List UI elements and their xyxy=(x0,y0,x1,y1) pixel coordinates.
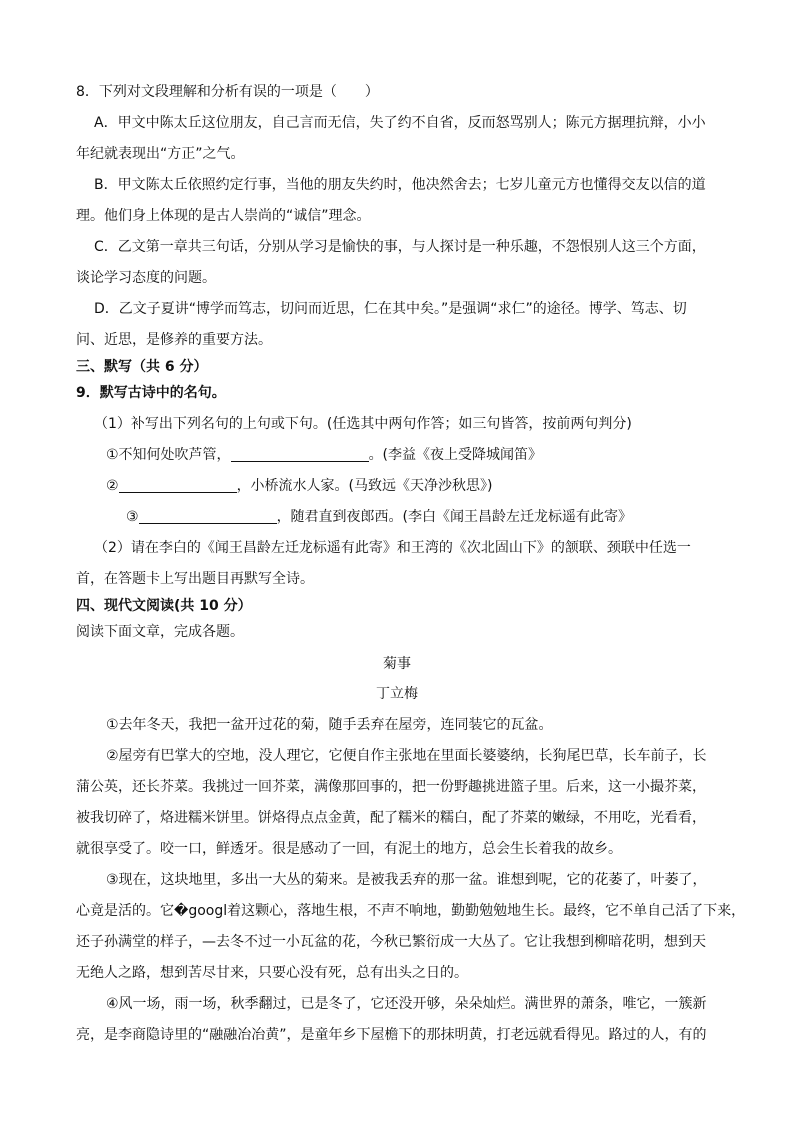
paragraph-4-line-1: ④风一场，雨一场，秋季翻过，已是冬了，它还没开够，朵朵灿烂。满世界的萧条，唯它，一簇新 xyxy=(106,996,707,1012)
option-d-line-2: 问、近思，是修养的重要方法。 xyxy=(76,332,272,348)
paragraph-1: ①去年冬天，我把一盆开过花的菊，随手丢弃在屋旁，连同装它的瓦盆。 xyxy=(106,717,553,733)
reading-instruction: 阅读下面文章，完成各题。 xyxy=(76,624,244,640)
sub-question-1: （1）补写出下列名句的上句或下句。(任选其中两句作答；如三句皆答，按前两句判分) xyxy=(94,416,632,432)
answer-blank-1[interactable] xyxy=(231,447,369,462)
answer-blank-3[interactable] xyxy=(139,509,277,524)
fill-item-2-number: ② xyxy=(106,478,119,494)
paragraph-2-line-3: 被我切碎了，烙进糯米饼里。饼烙得点点金黄，配了糯米的糯白，配了芥菜的嫩绿，不用吃，光看看， xyxy=(76,810,706,826)
paragraph-3-line-4: 无绝人之路，想到苦尽甘来，只要心没有死，总有出头之日的。 xyxy=(76,965,468,981)
sub-question-2-line-2: 首，在答题卡上写出题目再默写全诗。 xyxy=(76,571,314,587)
question-8-stem: 8．下列对文段理解和分析有误的一项是（ ） xyxy=(76,84,379,100)
paragraph-4-line-2: 亮，是李商隐诗里的“融融冶冶黄”，是童年乡下屋檐下的那抹明黄，打老远就看得见。路过的人，有的 xyxy=(76,1027,707,1043)
fill-item-1-prompt: ①不知何处吹芦管， xyxy=(106,447,231,463)
paragraph-2-line-4: 就很享受了。咬一口，鲜透牙。很是感动了一回，有泥土的地方，总会生长着我的故乡。 xyxy=(76,841,622,857)
fill-item-3-number: ③ xyxy=(126,509,139,525)
section-3-heading: 三、默写（共 6 分） xyxy=(76,359,208,375)
paragraph-3-line-2: 心竟是活的。它�googl着这颗心，落地生根，不声不响地，勤勤勉勉地生长。最终，它不单自己活了下来， xyxy=(76,903,746,919)
paragraph-2-line-2: 蒲公英，还长芥菜。我挑过一回芥菜，满像那回事的，把一份野趣挑进篮子里。后来，这一小撮芥菜， xyxy=(76,779,706,795)
fill-item-3 xyxy=(126,508,632,526)
sub-question-2-line-1: （2）请在李白的《闻王昌龄左迁龙标遥有此寄》和王湾的《次北固山下》的颔联、颈联中任选一 xyxy=(94,540,691,556)
answer-blank-2[interactable] xyxy=(119,478,237,493)
section-4-heading: 四、现代文阅读(共 10 分） xyxy=(76,598,252,614)
paragraph-2-line-1: ②屋旁有巴掌大的空地，没人理它，它便自作主张地在里面长婆婆纳，长狗尾巴草，长车前子，长 xyxy=(106,748,707,764)
option-c-line-2: 谈论学习态度的问题。 xyxy=(76,270,216,286)
article-title: 菊事 xyxy=(383,656,411,672)
fill-item-2 xyxy=(106,477,493,495)
article-author: 丁立梅 xyxy=(376,686,418,702)
fill-item-1 xyxy=(106,446,542,464)
fill-item-1-source: 。(李益《夜上受降城闻笛》 xyxy=(368,447,543,463)
option-d-line-1: D．乙文子夏讲“博学而笃志，切问而近思，仁在其中矣。”是强调“求仁”的途径。博学、笃志、切 xyxy=(94,301,687,317)
option-a-line-1: A．甲文中陈太丘这位朋友，自己言而无信，失了约不自省，反而怒骂别人；陈元方据理抗辩，小小 xyxy=(94,115,706,131)
option-c-line-1: C．乙文第一章共三句话，分别从学习是愉快的事，与人探讨是一种乐趣，不怨恨别人这三个方面， xyxy=(94,239,706,255)
paragraph-3-line-3: 还子孙满堂的样子，—去冬不过一小瓦盆的花，今秋已繁衍成一大丛了。它让我想到柳暗花明，想到天 xyxy=(76,934,706,950)
question-9-stem: 9．默写古诗中的名句。 xyxy=(76,385,226,401)
option-b-line-1: B．甲文陈太丘依照约定行事，当他的朋友失约时，他决然舍去；七岁儿童元方也懂得交友以信的道 xyxy=(94,177,706,193)
paragraph-3-line-1: ③现在，这块地里，多出一大丛的菊来。是被我丢弃的那一盆。谁想到呢，它的花萎了，叶萎了， xyxy=(106,872,707,888)
fill-item-3-text: ，随君直到夜郎西。(李白《闻王昌龄左迁龙标遥有此寄》 xyxy=(276,509,633,525)
fill-item-2-text: ，小桥流水人家。(马致远《天净沙秋思》) xyxy=(236,478,493,494)
option-b-line-2: 理。他们身上体现的是古人崇尚的“诚信”理念。 xyxy=(76,208,371,224)
option-a-line-2: 年纪就表现出“方正”之气。 xyxy=(76,146,245,162)
